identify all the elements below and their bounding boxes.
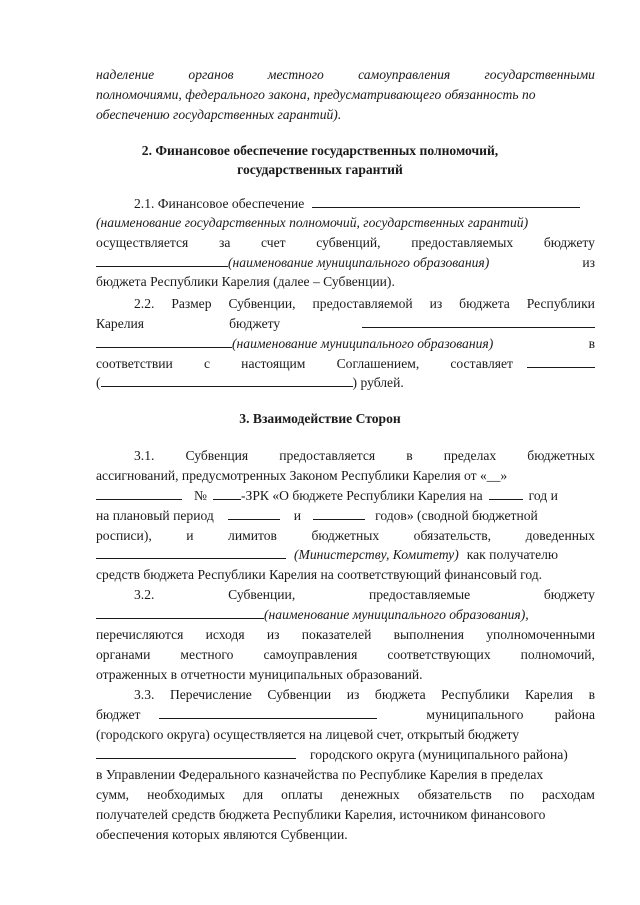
p32-line-3 [96,626,595,643]
blank-field [527,355,595,368]
paren: ( [96,375,101,390]
section-3-heading: 3. Взаимодействие Сторон [239,411,401,426]
blank-field [312,195,580,208]
word: год и [528,488,558,503]
word: предоставляемые [368,587,471,602]
blank-field [362,315,595,328]
word: органов [188,67,234,82]
p32-line-5: отраженных в отчетности муниципальных образований. [96,667,423,682]
blank-field [213,487,241,500]
word: в [406,448,413,463]
word: соответствии [96,356,173,371]
p21-line-1 [96,195,595,212]
p33-line-5: в Управлении Федерального казначейства по Республике Карелия в пределах [96,767,544,782]
word: № [194,488,207,503]
word: на плановый период [96,508,214,523]
word: бюджетных [527,448,595,463]
p21-start: 2.1. Финансовое обеспечение [134,196,305,211]
word: счет [261,235,286,250]
p31-line-2: ассигнований, предусмотренных Законом Республики Карелия от «__» [96,468,508,483]
word: органами [96,647,151,662]
word: местного [180,647,234,662]
word: составляет [450,356,513,371]
p31-hint: (Министерству, Комитету) [294,547,459,562]
word: предоставляемых [411,235,514,250]
word: бюджета [374,687,426,702]
word: 3.2. [134,587,155,602]
word: муниципального района [426,707,595,722]
p31-line-7: средств бюджета Республики Карелия на соответствующий финансовый год. [96,567,543,582]
word: местного [267,67,324,82]
word: соответствующих [387,647,491,662]
p21-line-4 [96,254,595,271]
word: Субвенция [185,448,249,463]
word: из [429,296,443,311]
word: из [582,255,595,270]
blank-field [101,374,353,387]
p31-line-1 [96,447,595,464]
word: выполнения [393,627,464,642]
p33-line-3: (городского округа) осуществляется на лицевой счет, открытый бюджету [96,727,520,742]
blank-field [96,335,232,348]
blank-field [313,507,365,520]
word: самоуправления [358,67,451,82]
p21-hint-1: (наименование государственных полномочий, государственных гарантий) [96,215,529,230]
word: Карелия [96,316,145,331]
word: с [203,356,211,371]
word: из [346,687,360,702]
word: в [588,687,595,702]
intro-line-2: полномочиями, федерального закона, предусматривающего обязанность по [96,87,536,102]
blank-field [96,254,228,267]
word: наделение [96,67,155,82]
word: Соглашением, [336,356,420,371]
word: оплаты [281,787,323,802]
p22-line-4 [96,355,595,372]
word: доведенных [525,528,595,543]
p33-line-4 [96,746,595,763]
word: за [218,235,231,250]
word: Перечисление [169,687,252,702]
word: ) рублей. [352,375,404,390]
section-2-heading-line-1: 2. Финансовое обеспечение государственных полномочий, [141,143,499,158]
word: бюджет [96,707,141,722]
word: в [588,336,595,351]
word: предоставляется [279,448,376,463]
word: 2.2. [134,296,155,311]
intro-line-1 [96,66,595,83]
blank-field [96,746,296,759]
word: предоставляемой [312,296,413,311]
p22-line-2 [96,315,595,332]
p32-line-4 [96,646,595,663]
section-2-heading-line-2: государственных гарантий [237,162,403,177]
word: государственными [484,67,595,82]
blank-field [96,606,264,619]
word: перечисляются [96,627,184,642]
word: -ЗРК «О бюджете Республики Карелия на [240,488,483,503]
p33-line-7: получателей средств бюджета Республики Карелия, источником финансового [96,807,546,822]
word: пределах [443,448,497,463]
word: уполномоченными [486,627,595,642]
p31-line-4 [96,507,595,524]
p32-line-2 [96,606,595,623]
word: и [186,528,194,543]
p33-line-8: обеспечения которых являются Субвенции. [96,827,348,842]
p22-line-3 [96,335,595,352]
word: росписи), [96,528,152,543]
blank-field [228,507,280,520]
word: городского округа (муниципального района) [310,747,568,762]
word: осуществляется [96,235,189,250]
p31-line-6 [96,546,595,563]
word: для [243,787,264,802]
word: самоуправления [263,647,358,662]
word: бюджетных [311,528,380,543]
word: бюджету [543,587,595,602]
word: денежных [340,787,400,802]
p21-line-3 [96,234,595,251]
p32-line-1 [96,586,595,603]
word: необходимых [147,787,226,802]
word: Республики [526,296,595,311]
word: полномочий, [520,647,595,662]
word: обязательств, [413,528,492,543]
word: показателей [301,627,372,642]
word: субвенций, [316,235,381,250]
p21-line-5: бюджета Республики Карелия (далее – Субвенции). [96,274,395,289]
word: настоящим [241,356,306,371]
intro-line-3: обеспечению государственных гарантий). [96,107,342,122]
word: Размер [171,296,212,311]
word: из [266,627,280,642]
p21-hint-2: (наименование муниципального образования) [228,255,490,270]
word: по [509,787,524,802]
word: как получателю [466,547,559,562]
p33-line-2 [96,706,595,723]
blank-field [96,546,286,559]
p33-line-6 [96,786,595,803]
word: Карелия [524,687,574,702]
word: и [293,508,302,523]
word: сумм, [96,787,130,802]
p32-hint: (наименование муниципального образования), [264,607,529,622]
word: Субвенции, [228,296,296,311]
word: расходам [541,787,595,802]
word: годов» (сводной бюджетной [375,508,538,523]
word: Республики [441,687,510,702]
p31-line-5 [96,527,595,544]
word: 3.1. [134,448,155,463]
word: бюджету [543,235,595,250]
p22-line-5 [96,374,595,391]
word: Субвенции [267,687,332,702]
word: обязательств [417,787,492,802]
blank-field [96,487,182,500]
word: исходя [205,627,245,642]
blank-field [489,487,523,500]
word: Субвенции, [228,587,296,602]
p31-line-3 [96,487,595,504]
word: лимитов [228,528,277,543]
word: бюджету [229,316,281,331]
p22-line-1 [96,295,595,312]
p33-line-1 [96,686,595,703]
word: бюджета [459,296,510,311]
p22-hint: (наименование муниципального образования) [232,336,494,351]
word: 3.3. [134,687,155,702]
blank-field [159,706,377,719]
